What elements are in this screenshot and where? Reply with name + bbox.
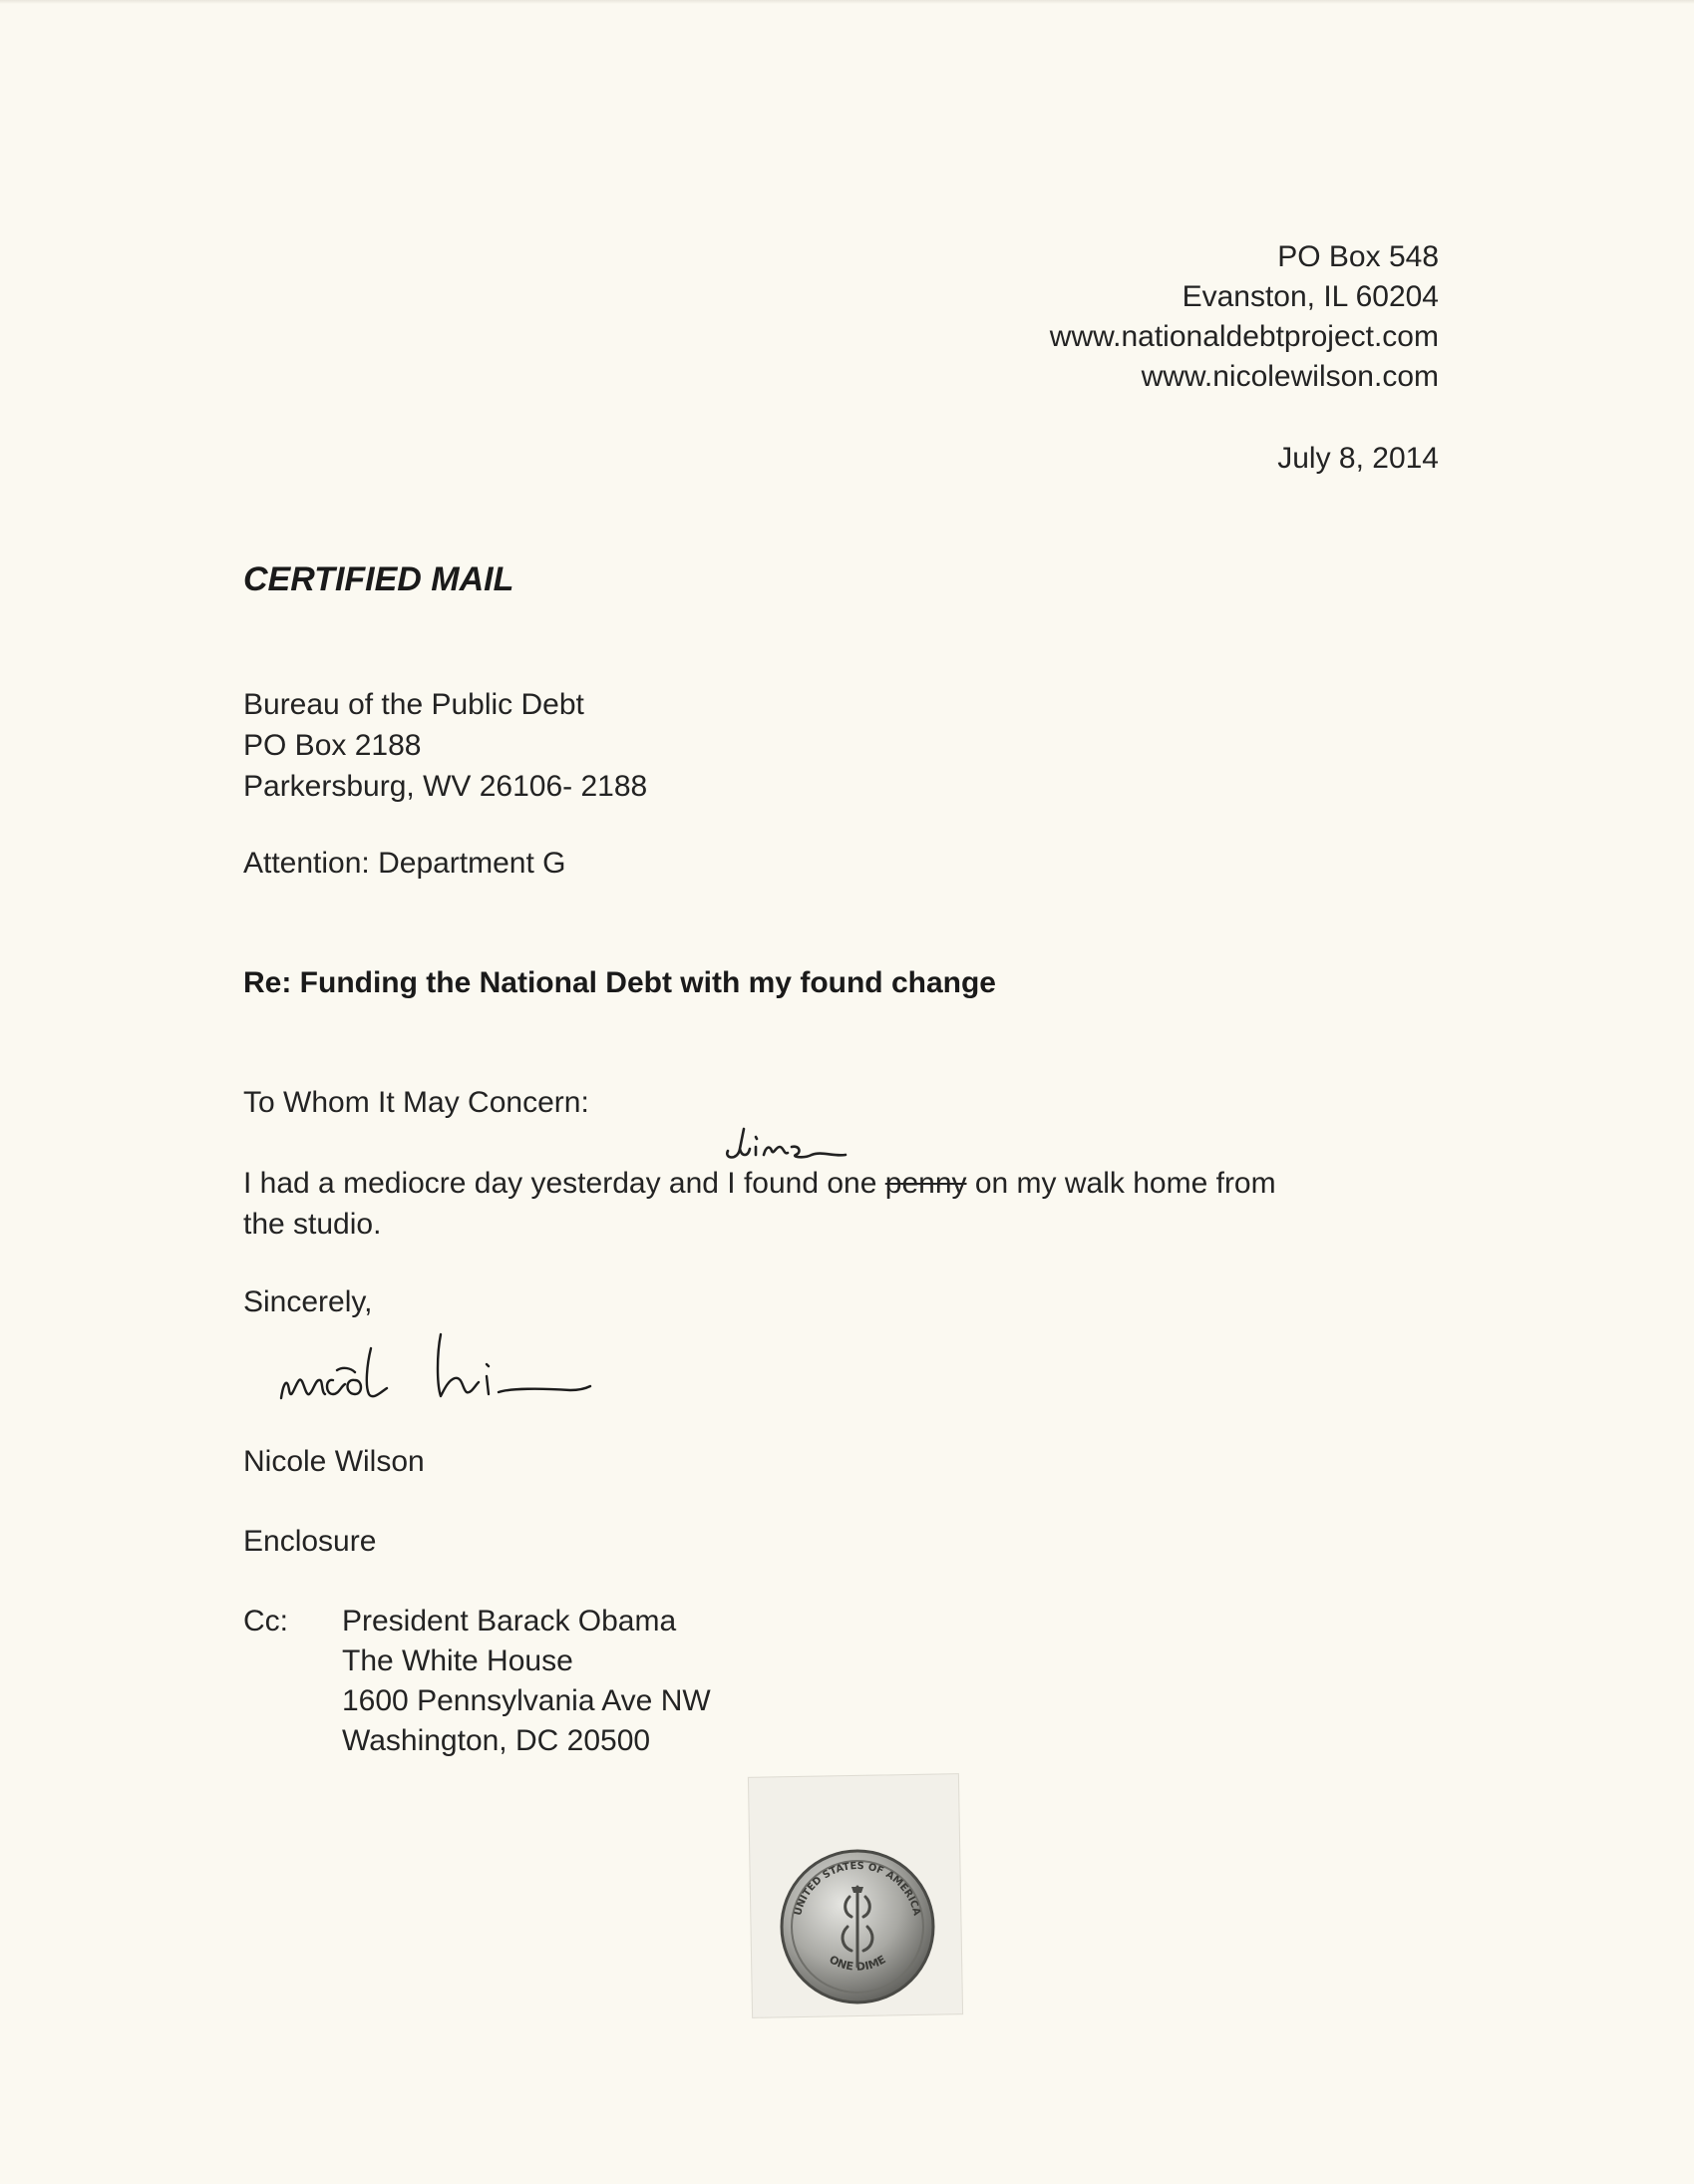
- body-line-2: the studio.: [243, 1208, 382, 1241]
- cc-line-1: President Barack Obama: [342, 1605, 677, 1638]
- sender-website-2: www.nicolewilson.com: [1141, 360, 1439, 393]
- cc-address: [342, 1602, 711, 1761]
- cc-line-2: The White House: [342, 1644, 573, 1677]
- letter-body: [243, 1163, 1276, 1245]
- mail-type-heading: CERTIFIED MAIL: [243, 560, 514, 598]
- handwritten-signature: [271, 1314, 600, 1414]
- body-line-1: [243, 1163, 1276, 1204]
- recipient-city-line: Parkersburg, WV 26106- 2188: [243, 770, 648, 803]
- cc-label: Cc:: [243, 1605, 288, 1638]
- sender-website-1: www.nationaldebtproject.com: [1049, 320, 1439, 353]
- recipient-address: [243, 684, 647, 807]
- handwritten-correction: [722, 1125, 851, 1165]
- salutation: To Whom It May Concern:: [243, 1086, 589, 1119]
- subject-line: Re: Funding the National Debt with my found change: [243, 966, 996, 999]
- coin-text-bottom: ONE DIME: [827, 1953, 888, 1974]
- recipient-po-box: PO Box 2188: [243, 729, 422, 762]
- closing: Sincerely,: [243, 1285, 373, 1318]
- coin-text-top: UNITED STATES OF AMERICA: [793, 1860, 922, 1917]
- sender-po-box: PO Box 548: [1277, 240, 1439, 273]
- sender-city-line: Evanston, IL 60204: [1182, 280, 1439, 313]
- page-edge-shadow: [0, 0, 1694, 4]
- dime-coin-icon: [778, 1847, 937, 2006]
- letter-date: July 8, 2014: [1277, 442, 1439, 475]
- signer-name: Nicole Wilson: [243, 1445, 425, 1478]
- struck-word: penny: [884, 1167, 967, 1200]
- cc-line-3: 1600 Pennsylvania Ave NW: [342, 1684, 711, 1717]
- body-text-before: I had a mediocre day yesterday and I found one: [243, 1167, 885, 1200]
- body-text-after: on my walk home from: [966, 1167, 1276, 1200]
- cc-line-4: Washington, DC 20500: [342, 1724, 651, 1757]
- sender-address: [1050, 237, 1439, 397]
- recipient-name: Bureau of the Public Debt: [243, 688, 584, 721]
- attention-line: Attention: Department G: [243, 847, 566, 880]
- enclosure-note: Enclosure: [243, 1525, 377, 1558]
